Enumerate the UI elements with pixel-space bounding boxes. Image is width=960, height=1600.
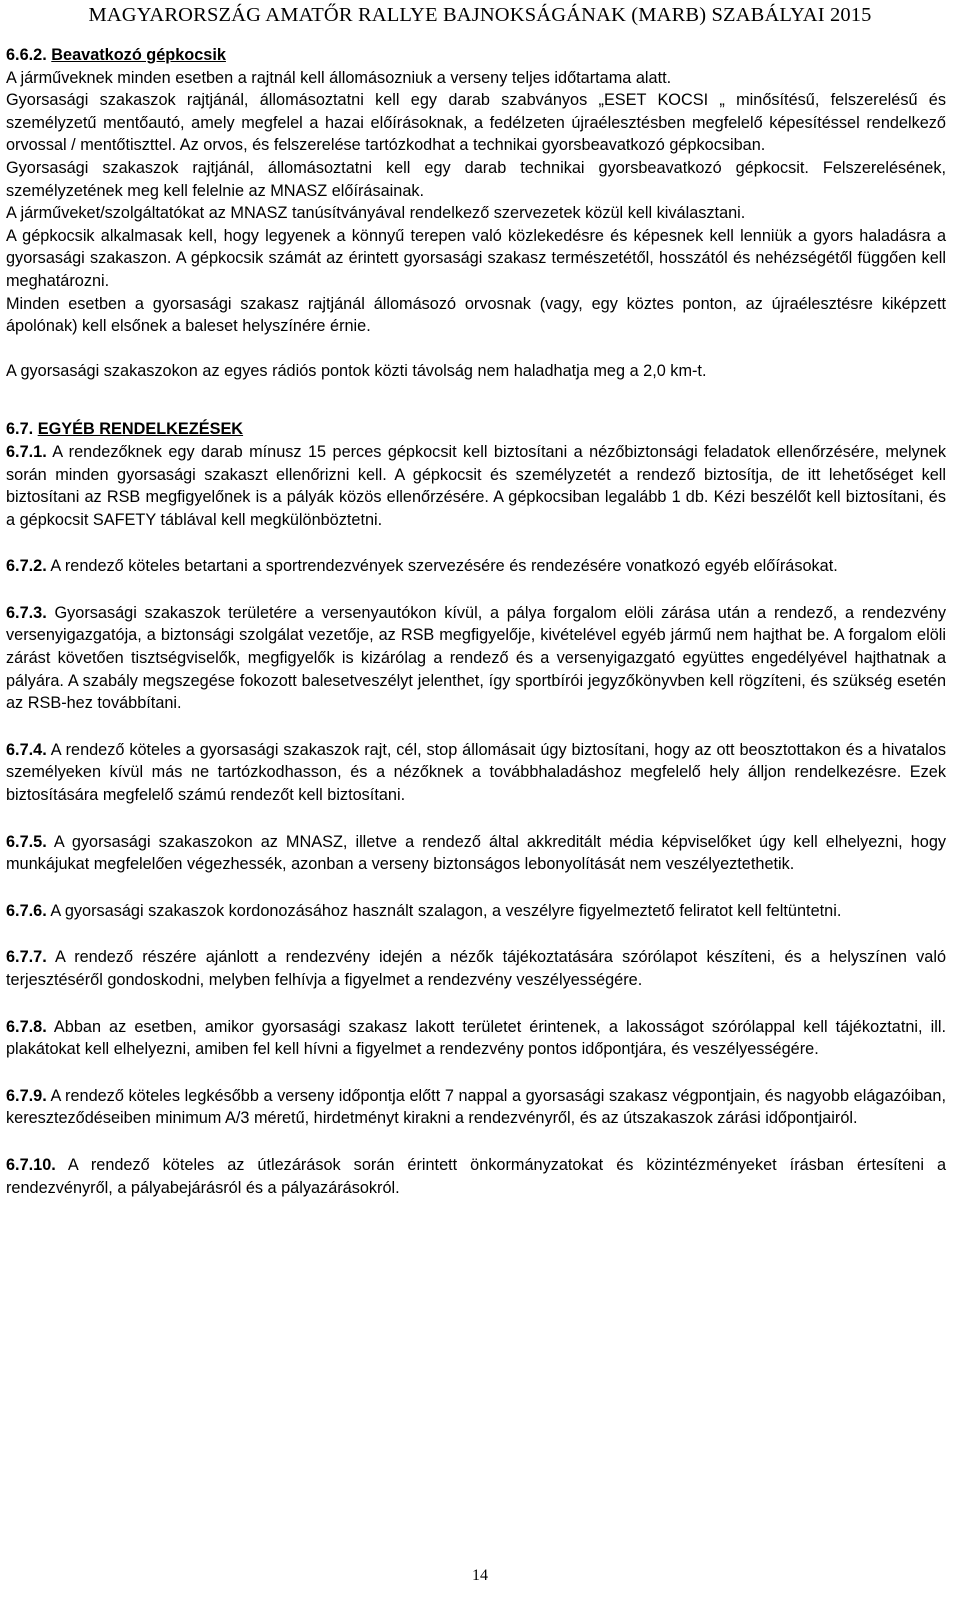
rule-number: 6.7.3.: [6, 603, 47, 622]
rule-text: A rendező köteles a gyorsasági szakaszok rajt, cél, stop állomásait úgy biztosítani, hogy az ott beosztottakon és a hivatalos személyeken kívül más ne tartózkodhasson, és a nézőknek a továbbhaladáshoz megfelelő hely álljon rendelkezésre. Ezek biztosítására megfelelő számú rendezőt kell biztosítani.: [6, 740, 946, 805]
section-number: 6.6.2.: [6, 46, 47, 64]
rule-number: 6.7.6.: [6, 901, 47, 920]
rule-number: 6.7.2.: [6, 557, 47, 576]
rule-item: [6, 1016, 946, 1061]
rule-item: [6, 831, 946, 876]
rule-number: 6.7.8.: [6, 1017, 47, 1036]
section-number: 6.7.: [6, 420, 34, 439]
rule-text: Gyorsasági szakaszok területére a versenyautókon kívül, a pálya forgalom elöli zárása után a rendező, a rendezvény versenyigazgatója, a biztonsági szolgálat vezetője, az RSB megfigyelője, kivételével egyéb jármű nem hajthat be. A forgalom elöli zárást követően tisztségviselők, megfigyelők is kizárólag a rendező és a versenyigazgató együttes engedélyével hajthatnak a pályára. A szabály megszegése fokozott balesetveszélyt jelenthet, így sportbírói jegyzőkönyvben kell rögzíteni, és szükség esetén az RSB-hez továbbítani.: [6, 603, 946, 713]
page-number: 14: [472, 1567, 488, 1584]
rule-number: 6.7.4.: [6, 740, 47, 759]
paragraph: A járműveket/szolgáltatókat az MNASZ tanúsítványával rendelkező szervezetek közül kell kiválasztani.: [6, 204, 746, 223]
rule-text: A gyorsasági szakaszokon az MNASZ, illetve a rendező által akkreditált média képviselőket úgy kell elhelyezni, hogy munkájukat megfelelően végezhessék, azonban a verseny biztonságos lebonyolítását nem veszélyeztethetik.: [6, 832, 947, 874]
section-title: EGYÉB RENDELKEZÉSEK: [37, 420, 244, 439]
rule-item: [6, 602, 946, 715]
section-6-6-2-heading: [6, 44, 946, 67]
rule-text: A rendezőknek egy darab mínusz 15 perces gépkocsit kell biztosítani a nézőbiztonsági feladatok ellenőrzésére, melynek során minden gyorsasági szakaszt ellenőrizni kell. A gépkocsit és személyzetét a rendező biztosítja, de itt lehetőséget kell biztosítani az RSB megfigyelőnek is a pályák közös ellenőrzésére. A gépkocsiban legalább 1 db. Kézi beszélőt kell biztosítani, és a gépkocsit SAFETY táblával kell megkülönböztetni.: [6, 442, 946, 529]
rule-text: A rendező köteles legkésőbb a verseny időpontja előtt 7 nappal a gyorsasági szakasz végpontjain, és nagyobb elágazóiban, kereszteződéseiben minimum A/3 méretű, hirdetményt kirakni a rendezvényről, és az útszakaszok zárási időpontjairól.: [6, 1086, 947, 1128]
rule-number: 6.7.9.: [6, 1086, 47, 1105]
rule-item: [6, 1154, 946, 1199]
rule-item: [6, 441, 946, 531]
paragraph: Gyorsasági szakaszok rajtjánál, állomásoztatni kell egy darab technikai gyorsbeavatkozó gépkocsit. Felszerelésének, személyzetének meg kell felelnie az MNASZ előírásainak.: [6, 158, 946, 200]
paragraph: A járműveknek minden esetben a rajtnál kell állomásozniuk a verseny teljes időtartama alatt.: [6, 68, 672, 87]
section-6-7-heading: [6, 418, 946, 441]
rule-item: [6, 1085, 946, 1130]
section-title: Beavatkozó gépkocsik: [51, 46, 226, 64]
rule-item: [6, 555, 946, 578]
rule-number: 6.7.10.: [6, 1155, 56, 1174]
rule-text: A rendező köteles az útlezárások során érintett önkormányzatokat és közintézményeket írásban értesíteni a rendezvényről, a pályabejárásról és a pályazárásokról.: [6, 1155, 946, 1197]
rule-item: [6, 739, 946, 807]
rule-number: 6.7.7.: [6, 948, 47, 967]
paragraph: A gyorsasági szakaszokon az egyes rádiós pontok közti távolság nem haladhatja meg a 2,0 km-t.: [6, 361, 707, 380]
paragraph: Minden esetben a gyorsasági szakasz rajtjánál állomásozó orvosnak (vagy, egy köztes ponton, az újraélesztésre kiképzett ápolónak) kell elsőnek a baleset helyszínére érnie.: [6, 294, 946, 336]
rule-item: [6, 900, 946, 923]
rule-item: [6, 946, 946, 991]
rule-number: 6.7.5.: [6, 832, 47, 851]
page-header: MAGYARORSZÁG AMATŐR RALLYE BAJNOKSÁGÁNAK (MARB) SZABÁLYAI 2015: [88, 4, 872, 26]
rule-text: A gyorsasági szakaszok kordonozásához használt szalagon, a veszélyre figyelmeztető feliratot kell feltüntetni.: [50, 901, 842, 920]
rule-text: A rendező részére ajánlott a rendezvény idején a nézők tájékoztatására szórólapot készíteni, és a helyszínen való terjesztéséről gondoskodni, melyben felhívja a figyelmet a rendezvény veszélyességére.: [6, 948, 946, 989]
rule-number: 6.7.1.: [6, 442, 47, 461]
rule-text: A rendező köteles betartani a sportrendezvények szervezésére és rendezésére vonatkozó egyéb előírásokat.: [50, 557, 838, 576]
paragraph: Gyorsasági szakaszok rajtjánál, állomásoztatni kell egy darab szabványos „ESET KOCSI „ minősítésű, felszerelésű és személyzetű mentőautó, amely megfelel a hazai előírásoknak, a fedélzeten újraélesztésben megfelelő képesítéssel rendelkező orvossal / mentőtiszttel. Az orvos, és felszerelése tartózkodhat a technikai gyorsbeavatkozó gépkocsiban.: [6, 91, 946, 155]
rule-text: Abban az esetben, amikor gyorsasági szakasz lakott területet érintenek, a lakosságot szórólappal kell tájékoztatni, ill. plakátokat kell elhelyezni, amiben fel kell hívni a figyelmet a rendezvény pontos időpontjára, és veszélyességére.: [6, 1017, 947, 1059]
paragraph: A gépkocsik alkalmasak kell, hogy legyenek a könnyű terepen való közlekedésre és képesnek kell lenniük a gyors haladásra a gyorsasági szakaszon. A gépkocsik számát az érintett gyorsasági szakasz természetétől, hosszától és nehézségétől függően kell meghatározni.: [6, 226, 946, 290]
document-body: [6, 44, 946, 1199]
